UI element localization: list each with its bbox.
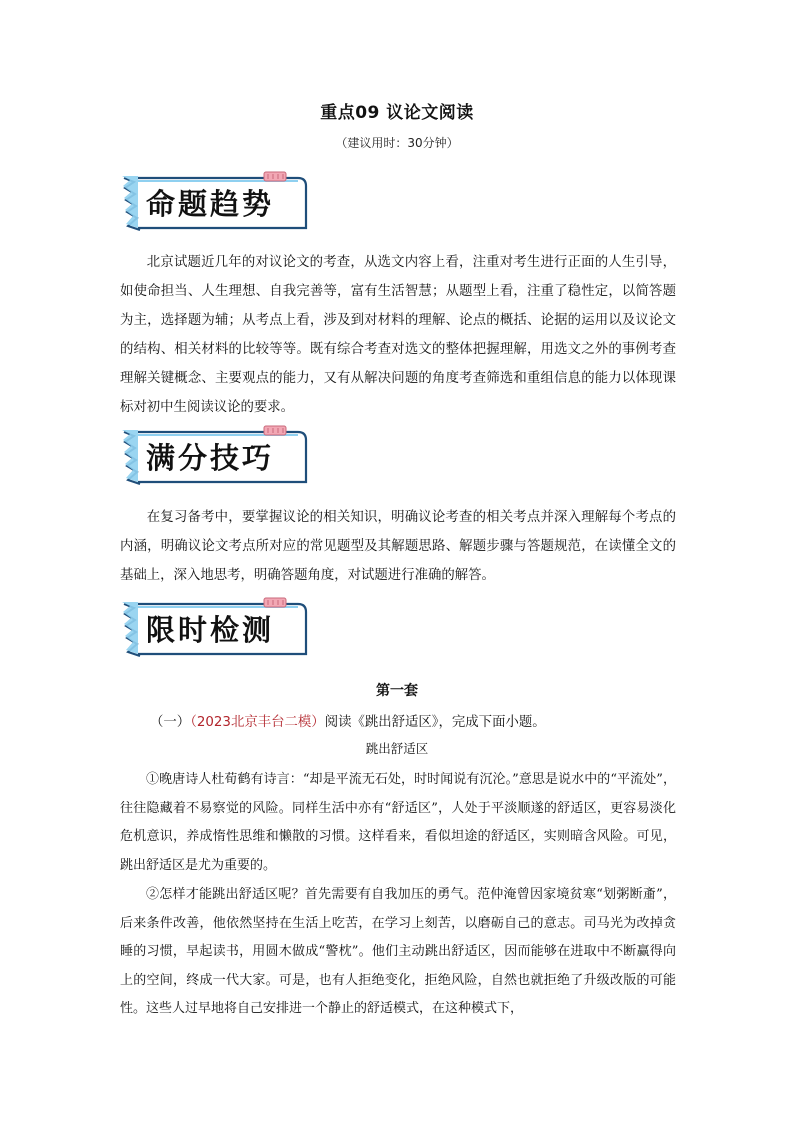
banner-test — [118, 598, 312, 658]
banner-trend — [118, 172, 312, 232]
passage-paragraph: ①晚唐诗人杜荀鹤有诗言：“却是平流无石处，时时闻说有沉沦。”意思是说水中的“平流处”，往往隐藏着不易察觉的风险。同样生活中亦有“舒适区”，人处于平淡顺遂的舒适区，更容易淡化危机意识，养成惰性思维和懒散的习惯。这样看来，看似坦途的舒适区，实则暗含风险。可见，跳出舒适区是尤为重要的。 — [120, 772, 676, 873]
banner-skills — [118, 426, 312, 486]
question-heading — [150, 711, 546, 730]
skills-paragraph: 在复习备考中，要掌握议论的相关知识，明确议论考查的相关考点并深入理解每个考点的内涵，明确议论文考点所对应的常见题型及其解题思路、解题步骤与答题规范，在读懂全文的基础上，深入地思考，明确答题角度，对试题进行准确的解答。 — [120, 510, 676, 583]
question-source: （2023北京丰台二模） — [190, 715, 325, 730]
question-prefix: （一） — [150, 715, 191, 730]
trend-paragraph: 北京试题近几年的对议论文的考查，从选文内容上看，注重对考生进行正面的人生引导，如使命担当、人生理想、自我完善等，富有生活智慧；从题型上看，注重了稳性定，以简答题为主，选择题为辅；从考点上看，涉及到对材料的理解、论点的概括、论据的运用以及议论文的结构、相关材料的比较等等。既有综合考查对选文的整体把握理解，用选文之外的事例考查理解关键概念、主要观点的能力，又有从解决问题的角度考查筛选和重组信息的能力以体现课标对初中生阅读议论的要求。 — [120, 255, 676, 415]
banner-label: 满分技巧 — [146, 441, 275, 475]
passage-paragraph: ②怎样才能跳出舒适区呢？首先需要有自我加压的勇气。范仲淹曾因家境贫寒“划粥断齑”，后来条件改善，他依然坚持在生活上吃苦，在学习上刻苦，以磨砺自己的意志。司马光为改掉贪睡的习惯，早起读书，用圆木做成“警枕”。他们主动跳出舒适区，因而能够在进取中不断赢得向上的空间，终成一代大家。可是，也有人拒绝变化，拒绝风险，自然也就拒绝了升级改版的可能性。这些人过早地将自己安排进一个静止的舒适模式，在这种模式下， — [120, 887, 676, 1016]
suggested-time: （建议用时：30分钟） — [335, 136, 459, 150]
passage-title: 跳出舒适区 — [365, 741, 429, 756]
banner-label: 限时检测 — [146, 613, 275, 647]
set-title: 第一套 — [376, 683, 418, 699]
page-title: 重点09 议论文阅读 — [320, 103, 474, 123]
question-instruction: 阅读《跳出舒适区》，完成下面小题。 — [324, 715, 546, 730]
banner-label: 命题趋势 — [146, 187, 275, 221]
